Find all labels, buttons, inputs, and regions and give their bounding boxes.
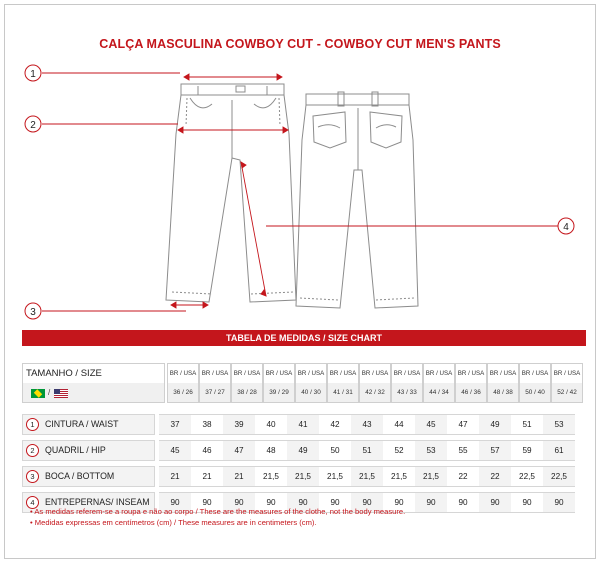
measure-value-cell: 53 (415, 440, 447, 461)
measure-value-cell: 41 (287, 414, 319, 435)
measure-value-cell: 42 (319, 414, 351, 435)
measure-value-cell: 59 (511, 440, 543, 461)
measure-value-cell: 51 (351, 440, 383, 461)
page-title: CALÇA MASCULINA COWBOY CUT - COWBOY CUT MEN'S PANTS (99, 37, 501, 51)
notes (30, 506, 405, 528)
size-cell: 37 / 27 (199, 383, 231, 403)
measure-value-cell: 45 (159, 440, 191, 461)
measure-label: ENTREPERNAS/ INSEAM (45, 496, 150, 507)
col-header: BR / USA (519, 363, 551, 383)
measure-value-cell: 22 (479, 466, 511, 487)
measure-value-cell: 40 (255, 414, 287, 435)
measure-value-cell: 21,5 (415, 466, 447, 487)
size-cell: 44 / 34 (423, 383, 455, 403)
measure-value-cell: 45 (415, 414, 447, 435)
size-values-row (22, 383, 583, 403)
size-cell: 38 / 28 (231, 383, 263, 403)
marker-4-label: 4 (563, 222, 569, 233)
measure-value-cell: 21,5 (255, 466, 287, 487)
measure-value-cell: 22,5 (511, 466, 543, 487)
size-cell: 52 / 42 (551, 383, 583, 403)
measure-value-cell: 21,5 (351, 466, 383, 487)
measure-value-cell: 48 (255, 440, 287, 461)
row-number-icon: 2 (26, 444, 39, 457)
measure-value-cell: 50 (319, 440, 351, 461)
marker-1-label: 1 (30, 69, 36, 80)
col-header: BR / USA (263, 363, 295, 383)
measure-value-cell: 47 (447, 414, 479, 435)
row-number-icon: 4 (26, 496, 39, 509)
size-cell: 50 / 40 (519, 383, 551, 403)
size-cell: 41 / 31 (327, 383, 359, 403)
measure-label-cell (22, 440, 155, 461)
measure-value-cell: 90 (255, 492, 287, 513)
measure-value-cell: 90 (383, 492, 415, 513)
measure-value-cell: 47 (223, 440, 255, 461)
size-label: TAMANHO / SIZE (22, 363, 165, 383)
measure-label-cell (22, 466, 155, 487)
measure-value-cell: 90 (287, 492, 319, 513)
measure-value-cell: 55 (447, 440, 479, 461)
measure-value-cell: 90 (159, 492, 191, 513)
measure-value-cell: 90 (319, 492, 351, 513)
measure-value-cell: 22 (447, 466, 479, 487)
note-line: • As medidas referem-se a roupa e não ao corpo / These are the measures of the clothe, not the body measure. (30, 506, 405, 517)
measure-value-cell: 46 (191, 440, 223, 461)
measure-value-cell: 21 (191, 466, 223, 487)
col-header: BR / USA (391, 363, 423, 383)
col-header: BR / USA (551, 363, 583, 383)
measure-value-cell: 37 (159, 414, 191, 435)
col-header: BR / USA (487, 363, 519, 383)
table-row (22, 466, 575, 487)
measure-label: BOCA / BOTTOM (45, 470, 115, 481)
measure-value-cell: 90 (543, 492, 575, 513)
measure-value-cell: 52 (383, 440, 415, 461)
measure-value-cell: 61 (543, 440, 575, 461)
measure-value-cell: 44 (383, 414, 415, 435)
col-header: BR / USA (455, 363, 487, 383)
marker-3-label: 3 (30, 307, 36, 318)
measure-value-cell: 49 (479, 414, 511, 435)
size-cell: 42 / 32 (359, 383, 391, 403)
col-header: BR / USA (231, 363, 263, 383)
measure-value-cell: 90 (223, 492, 255, 513)
measure-value-cell: 39 (223, 414, 255, 435)
usa-flag-icon (54, 389, 68, 398)
measure-label: CINTURA / WAIST (45, 418, 119, 429)
measurements-table (22, 409, 575, 518)
size-cell: 36 / 26 (167, 383, 199, 403)
measure-value-cell: 21,5 (383, 466, 415, 487)
measure-value-cell: 90 (511, 492, 543, 513)
measure-value-cell: 38 (191, 414, 223, 435)
col-header: BR / USA (423, 363, 455, 383)
size-cell: 43 / 33 (391, 383, 423, 403)
back-pants-drawing (296, 92, 418, 308)
measure-value-cell: 57 (479, 440, 511, 461)
table-row (22, 440, 575, 461)
size-cell: 46 / 36 (455, 383, 487, 403)
measure-value-cell: 90 (479, 492, 511, 513)
col-header: BR / USA (327, 363, 359, 383)
measure-value-cell: 90 (415, 492, 447, 513)
size-cell: 48 / 38 (487, 383, 519, 403)
measure-value-cell: 49 (287, 440, 319, 461)
size-chart-banner: TABELA DE MEDIDAS / SIZE CHART (22, 330, 586, 346)
measure-value-cell: 22,5 (543, 466, 575, 487)
front-pants-drawing (166, 84, 296, 302)
measure-value-cell: 21,5 (287, 466, 319, 487)
row-number-icon: 3 (26, 470, 39, 483)
measure-value-cell: 53 (543, 414, 575, 435)
country-flags: / (22, 383, 165, 403)
measure-label-cell (22, 414, 155, 435)
size-cell: 39 / 29 (263, 383, 295, 403)
brazil-flag-icon (31, 389, 45, 398)
note-line: • Medidas expressas em centímetros (cm) / These measures are in centimeters (cm). (30, 517, 405, 528)
measure-value-cell: 90 (191, 492, 223, 513)
measure-value-cell: 90 (447, 492, 479, 513)
measure-value-cell: 90 (351, 492, 383, 513)
measure-value-cell: 21 (223, 466, 255, 487)
marker-2-label: 2 (30, 120, 36, 131)
table-row (22, 414, 575, 435)
row-number-icon: 1 (26, 418, 39, 431)
measure-value-cell: 51 (511, 414, 543, 435)
measure-value-cell: 21 (159, 466, 191, 487)
col-header: BR / USA (167, 363, 199, 383)
measure-label: QUADRIL / HIP (45, 444, 106, 455)
measure-value-cell: 43 (351, 414, 383, 435)
col-header: BR / USA (199, 363, 231, 383)
col-header: BR / USA (359, 363, 391, 383)
size-cell: 40 / 30 (295, 383, 327, 403)
size-header-row (22, 363, 583, 383)
col-header: BR / USA (295, 363, 327, 383)
measure-value-cell: 21,5 (319, 466, 351, 487)
